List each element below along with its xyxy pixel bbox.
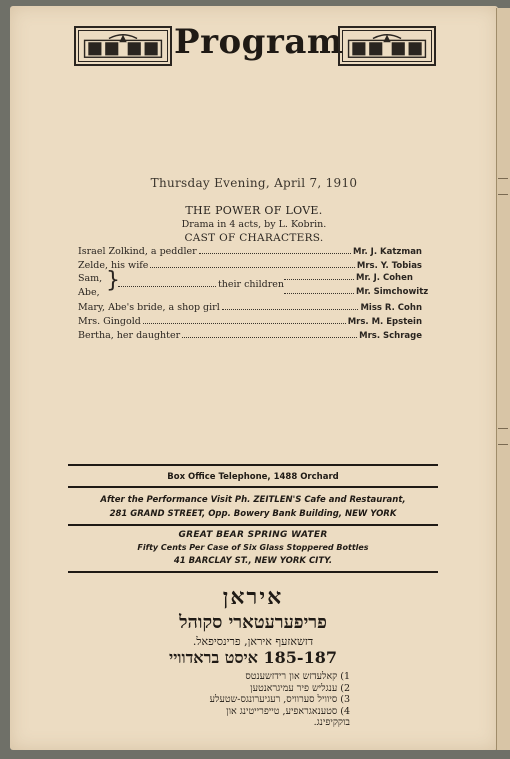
program-page — [10, 6, 498, 750]
divider-rule — [68, 486, 438, 488]
hebrew-ad-name: איראן — [222, 584, 284, 610]
divider-rule — [68, 464, 438, 466]
brace-glyph: } — [106, 268, 120, 293]
hebrew-ad-address: 185-187 איסט בראדוויי — [169, 648, 337, 667]
list-item: 4) סטענאגראפיע, טייפרייטינג און — [226, 705, 350, 717]
hebrew-ad-school: פריפערעטארי סקוהל — [179, 612, 327, 633]
box-office-line: Box Office Telephone, 1488 Orchard — [167, 472, 339, 482]
book-ornament-icon — [343, 31, 431, 61]
book-ornament-icon — [79, 31, 167, 61]
cast-actor-abe — [284, 287, 428, 297]
cast-actor: Mrs. Schrage — [359, 331, 422, 341]
cast-actor: Mrs. Y. Tobias — [356, 261, 422, 271]
cast-row — [78, 302, 422, 313]
cast-actor: Mr. Simchowitz — [356, 287, 429, 297]
edge-mark — [498, 194, 508, 195]
program-header — [74, 24, 436, 70]
hebrew-ad-list — [160, 671, 350, 729]
cast-role-abe: Abe, — [78, 287, 100, 298]
leader-dots — [222, 309, 359, 310]
divider-rule — [68, 524, 438, 526]
cast-row — [78, 246, 422, 257]
leader-dots — [284, 293, 354, 294]
cast-actor: Mrs. M. Epstein — [347, 317, 422, 327]
hebrew-ad-director: דזשאזעף איראן, פרינסיפאל. — [192, 635, 314, 648]
play-description: Drama in 4 acts, by L. Kobrin. — [181, 219, 327, 230]
children-description — [118, 279, 284, 290]
next-page-edge — [496, 8, 510, 750]
cast-row — [78, 260, 422, 271]
cast-role: Mary, Abe's bride, a shop girl — [78, 302, 220, 313]
leader-dots — [143, 323, 346, 324]
ornament-right — [338, 26, 436, 66]
water-ad-line2: Fifty Cents Per Case of Six Glass Stoppered Bottles — [137, 543, 369, 552]
cast-row — [78, 330, 422, 341]
zeitlen-ad-line2: 281 GRAND STREET, Opp. Bowery Bank Building, NEW YORK — [109, 509, 397, 519]
cast-role-sam: Sam, — [78, 273, 103, 284]
edge-mark — [498, 178, 508, 179]
list-item: 1) קאלעדזש און רידזשענטס — [245, 671, 350, 682]
cast-actor-sam — [284, 273, 413, 283]
water-ad-title: GREAT BEAR SPRING WATER — [178, 530, 328, 540]
cast-actor: Miss R. Cohn — [360, 303, 422, 313]
leader-dots — [199, 253, 351, 254]
edge-mark — [498, 444, 508, 445]
list-item: בוקקיפינג. — [313, 717, 350, 728]
list-item: 3) סיוויל סערוויס, רעגיערונגס-שטעלע — [209, 694, 350, 705]
program-title: Program — [174, 22, 344, 62]
edge-mark — [498, 428, 508, 429]
cast-role: Bertha, her daughter — [78, 330, 181, 341]
cast-role: Zelde, his wife — [78, 260, 149, 271]
cast-row — [78, 316, 422, 327]
leader-dots — [118, 286, 216, 287]
leader-dots — [182, 337, 357, 338]
cast-role: Mrs. Gingold — [78, 316, 141, 327]
cast-header: CAST OF CHARACTERS. — [184, 232, 324, 244]
performance-date: Thursday Evening, April 7, 1910 — [150, 176, 358, 190]
cast-actor: Mr. J. Katzman — [353, 247, 422, 257]
cast-actor: Mr. J. Cohen — [356, 273, 413, 283]
children-label: their children — [217, 279, 284, 290]
play-title: THE POWER OF LOVE. — [185, 204, 323, 217]
leader-dots — [284, 279, 354, 280]
water-ad-line3: 41 BARCLAY ST., NEW YORK CITY. — [173, 556, 333, 566]
divider-rule — [68, 571, 438, 573]
list-item: 2) ענגליש פיר עמיגראנטען — [250, 682, 350, 694]
ornament-left — [74, 26, 172, 66]
leader-dots — [150, 267, 354, 268]
cast-role: Israel Zolkind, a peddler — [78, 246, 197, 257]
zeitlen-ad-line1: After the Performance Visit Ph. ZEITLEN'S Cafe and Restaurant, — [100, 495, 406, 505]
